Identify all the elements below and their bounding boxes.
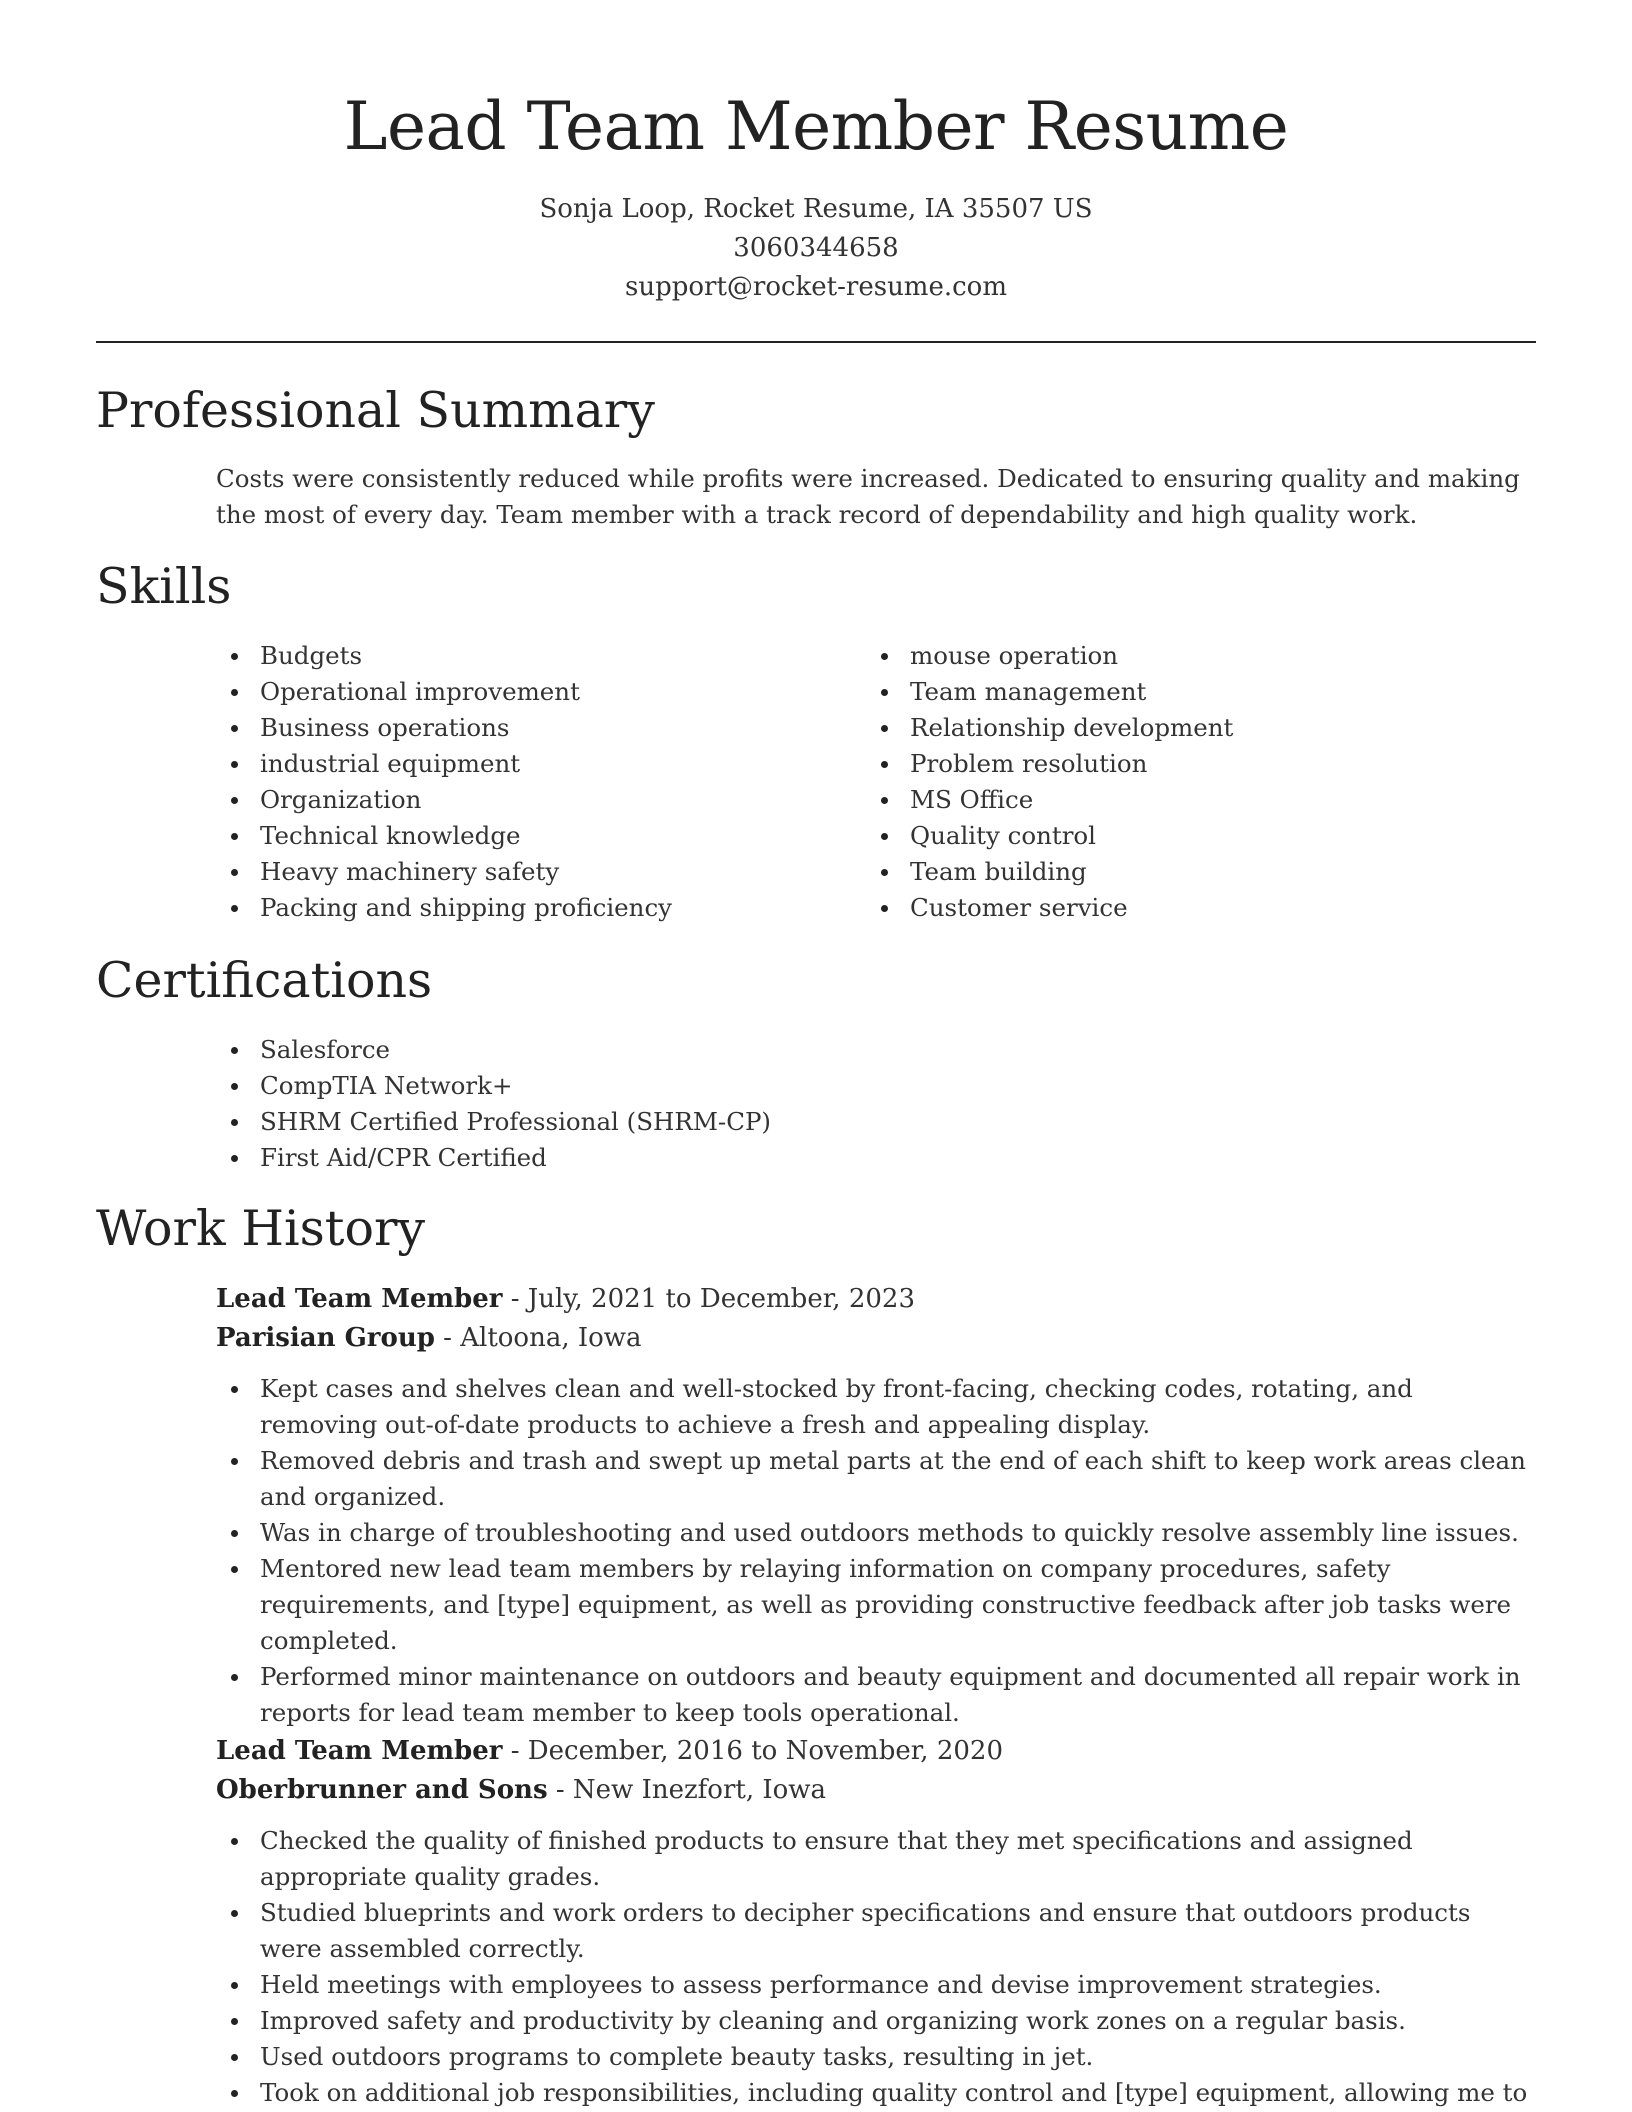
job-bullet: Checked the quality of finished products to ensure that they met specifications and assigned appropriate quality grades. — [216, 1823, 1536, 1895]
contact-address: Sonja Loop, Rocket Resume, IA 35507 US — [539, 194, 1093, 224]
resume-title: Lead Team Member Resume — [343, 88, 1289, 165]
job-bullet: Held meetings with employees to assess performance and devise improvement strategies. — [216, 1967, 1536, 2003]
job-title: Lead Team Member — [216, 1736, 503, 1766]
skill-item: Packing and shipping proficiency — [216, 890, 856, 926]
skill-item: Problem resolution — [866, 746, 1506, 782]
job-company-line — [216, 1771, 1536, 1810]
job-bullets — [216, 1371, 1536, 1731]
job-location: - Altoona, Iowa — [434, 1323, 642, 1353]
job-title-line — [216, 1732, 1536, 1771]
skill-item: mouse operation — [866, 638, 1506, 674]
work-history-heading: Work History — [96, 1200, 426, 1257]
skill-item: Technical knowledge — [216, 818, 856, 854]
job-bullet: Mentored new lead team members by relaying information on company procedures, safety requirements, and [type] equipment, as well as providing constructive feedback after job tasks were completed. — [216, 1551, 1536, 1659]
resume-header — [0, 0, 1632, 307]
certification-item: First Aid/CPR Certified — [216, 1140, 1016, 1176]
skill-item: Quality control — [866, 818, 1506, 854]
certification-item: Salesforce — [216, 1032, 1016, 1068]
job-title: Lead Team Member — [216, 1284, 503, 1314]
skill-item: Relationship development — [866, 710, 1506, 746]
skill-item: Organization — [216, 782, 856, 818]
skill-item: Budgets — [216, 638, 856, 674]
certification-item: CompTIA Network+ — [216, 1068, 1016, 1104]
skill-item: Customer service — [866, 890, 1506, 926]
skills-column-left — [216, 638, 856, 926]
job-title-line — [216, 1280, 1536, 1319]
certifications-list — [216, 1032, 1016, 1176]
contact-block — [0, 190, 1632, 307]
job-bullet: Improved safety and productivity by cleaning and organizing work zones on a regular basis. — [216, 2003, 1536, 2039]
skill-item: Team management — [866, 674, 1506, 710]
header-divider — [96, 341, 1536, 343]
job-dates: - December, 2016 to November, 2020 — [502, 1736, 1003, 1766]
certifications-heading: Certifications — [96, 952, 433, 1009]
skill-item: Business operations — [216, 710, 856, 746]
job-bullet: Was in charge of troubleshooting and used outdoors methods to quickly resolve assembly line issues. — [216, 1515, 1536, 1551]
skill-item: Heavy machinery safety — [216, 854, 856, 890]
job-company: Parisian Group — [216, 1323, 435, 1353]
skill-item: MS Office — [866, 782, 1506, 818]
skills-heading: Skills — [96, 558, 232, 615]
job-bullet: Used outdoors programs to complete beauty tasks, resulting in jet. — [216, 2039, 1536, 2075]
skill-item: industrial equipment — [216, 746, 856, 782]
job-location: - New Inezfort, Iowa — [547, 1775, 827, 1805]
job-bullets — [216, 1823, 1536, 2111]
skill-item: Operational improvement — [216, 674, 856, 710]
contact-phone: 3060344658 — [733, 233, 899, 263]
certification-item: SHRM Certified Professional (SHRM-CP) — [216, 1104, 1016, 1140]
skills-column-right — [866, 638, 1506, 926]
summary-text: Costs were consistently reduced while profits were increased. Dedicated to ensuring quality and making the most of every day. Team member with a track record of dependability and high quality work. — [216, 464, 1520, 529]
job-bullet: Performed minor maintenance on outdoors and beauty equipment and documented all repair work in reports for lead team member to keep tools operational. — [216, 1659, 1536, 1731]
summary-heading: Professional Summary — [96, 382, 655, 439]
job-bullet: Studied blueprints and work orders to decipher specifications and ensure that outdoors products were assembled correctly. — [216, 1895, 1536, 1967]
job-company-line — [216, 1319, 1536, 1358]
job-bullet: Removed debris and trash and swept up metal parts at the end of each shift to keep work areas clean and organized. — [216, 1443, 1536, 1515]
contact-email: support@rocket-resume.com — [624, 272, 1007, 302]
job-entry — [216, 1732, 1536, 2111]
job-company: Oberbrunner and Sons — [216, 1775, 548, 1805]
job-dates: - July, 2021 to December, 2023 — [502, 1284, 915, 1314]
job-bullet: Kept cases and shelves clean and well-stocked by front-facing, checking codes, rotating, and removing out-of-date products to achieve a fresh and appealing display. — [216, 1371, 1536, 1443]
job-bullet: Took on additional job responsibilities, including quality control and [type] equipment, allowing me to — [216, 2075, 1536, 2111]
job-entry — [216, 1280, 1536, 1731]
skill-item: Team building — [866, 854, 1506, 890]
